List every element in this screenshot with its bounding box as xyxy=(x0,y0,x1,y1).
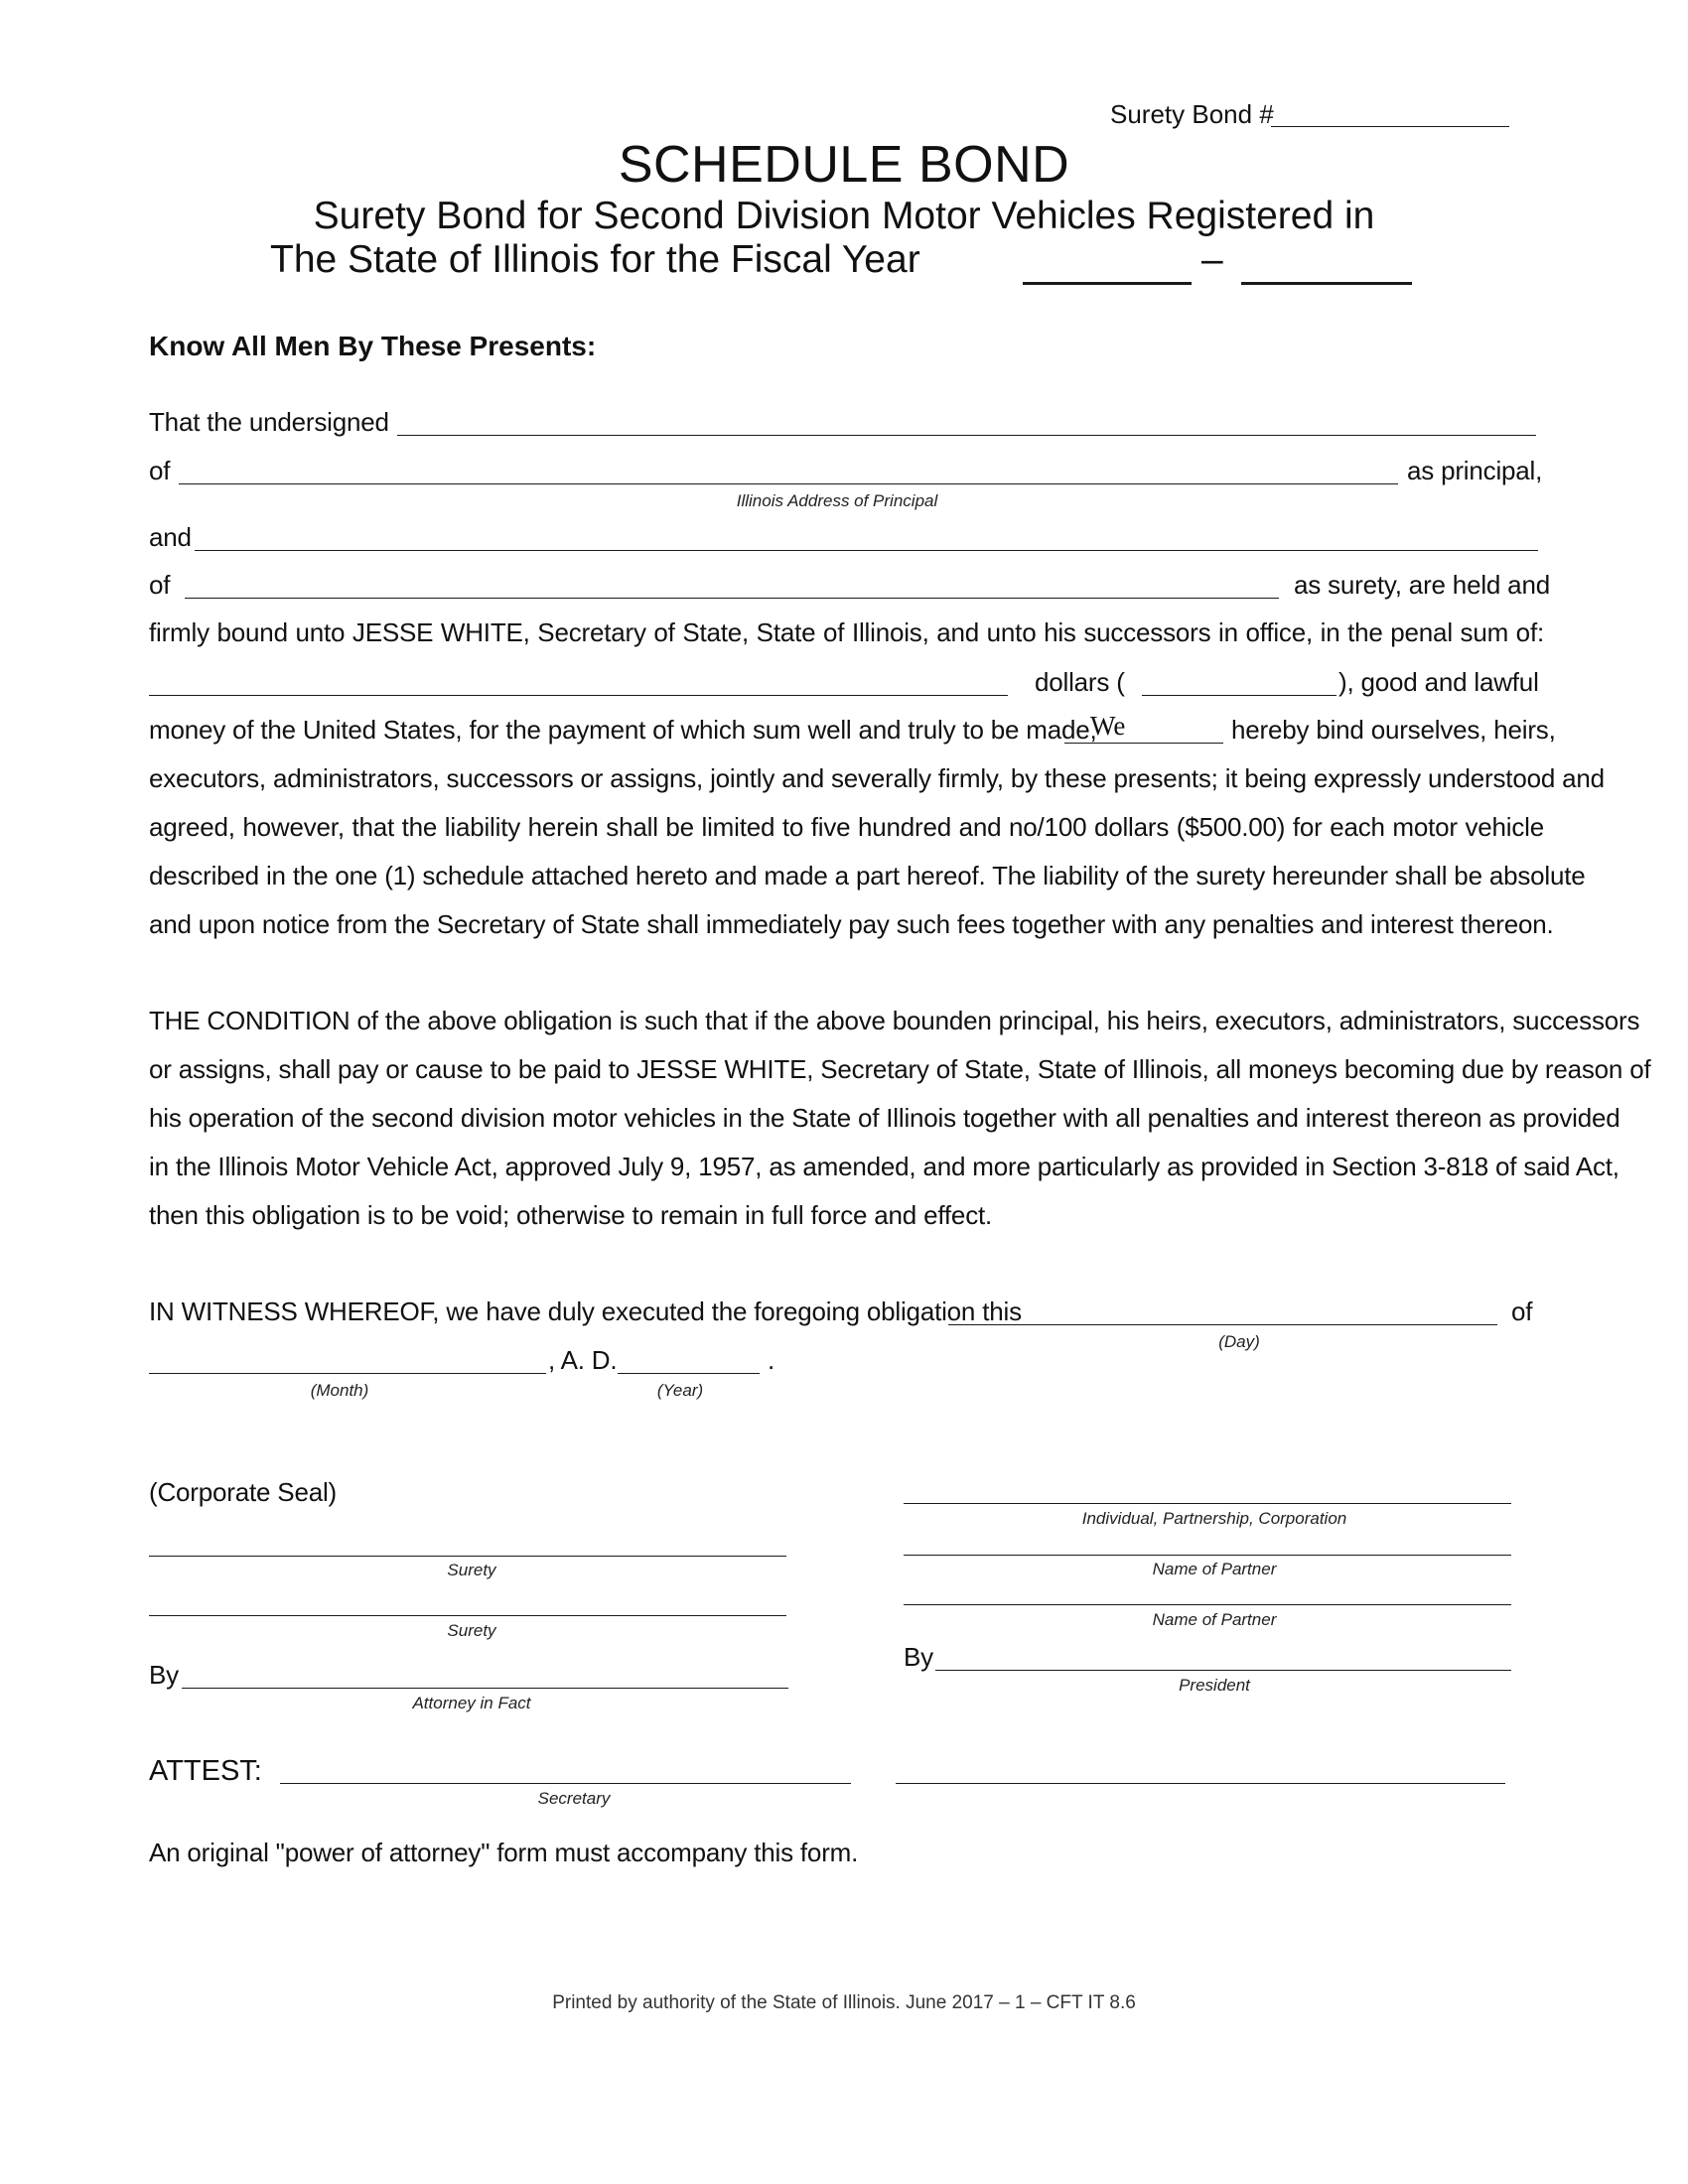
corporate-seal-label: (Corporate Seal) xyxy=(149,1477,337,1507)
partner-name-1-field[interactable] xyxy=(904,1555,1511,1556)
surety-of-label: of xyxy=(149,570,171,600)
footer-text: Printed by authority of the State of Illinois. June 2017 – 1 – CFT IT 8.6 xyxy=(552,1992,1136,2013)
power-of-attorney-notice: An original "power of attorney" form must accompany this form. xyxy=(149,1838,859,1867)
name-of-partner-caption-1: Name of Partner xyxy=(1152,1560,1277,1578)
form-title: SCHEDULE BOND xyxy=(618,136,1070,194)
ad-label: , A. D. xyxy=(548,1345,618,1375)
witness-of-label: of xyxy=(1511,1297,1533,1326)
surety-name-field[interactable] xyxy=(195,550,1538,551)
witness-text: IN WITNESS WHEREOF, we have duly executed the foregoing obligation this xyxy=(149,1297,1022,1326)
year-field[interactable] xyxy=(618,1373,760,1374)
surety-bond-number-label xyxy=(1110,99,1274,130)
bind-party-value: We xyxy=(1090,711,1126,741)
month-caption: (Month) xyxy=(310,1381,369,1400)
attorney-caption: Attorney in Fact xyxy=(412,1694,531,1712)
fiscal-year-start-field[interactable] xyxy=(1023,282,1192,285)
secretary-caption: Secretary xyxy=(537,1789,611,1808)
by-label-right: By xyxy=(904,1642,933,1672)
address-caption: Illinois Address of Principal xyxy=(736,491,938,510)
and-label: and xyxy=(149,522,192,552)
condition-line-3: his operation of the second division motor vehicles in the State of Illinois together with all penalties and interest thereon as provided xyxy=(149,1103,1620,1133)
form-subtitle-line2 xyxy=(270,238,920,282)
partner-name-2-field[interactable] xyxy=(904,1604,1511,1605)
name-of-partner-caption-2: Name of Partner xyxy=(1152,1610,1277,1629)
by-label-left: By xyxy=(149,1660,179,1690)
bond-number-label-text: Surety Bond # xyxy=(1110,99,1274,129)
surety-signature-2-field[interactable] xyxy=(149,1615,786,1616)
as-principal-label: as principal, xyxy=(1407,456,1543,485)
president-signature-field[interactable] xyxy=(935,1670,1511,1671)
money-line-prefix: money of the United States, for the payment of which sum well and truly to be made, xyxy=(149,715,1097,745)
penal-sum-amount-field[interactable] xyxy=(1142,695,1336,696)
penal-sum-words-field[interactable] xyxy=(149,695,1008,696)
as-surety-label: as surety, are held and xyxy=(1294,570,1550,600)
fiscal-year-end-field[interactable] xyxy=(1241,282,1412,285)
surety-caption-1: Surety xyxy=(447,1561,496,1579)
principal-of-label: of xyxy=(149,456,171,485)
condition-line-2: or assigns, shall pay or cause to be paid to JESSE WHITE, Secretary of State, State of Illinois, all moneys becoming due by reason of xyxy=(149,1054,1651,1084)
president-caption: President xyxy=(1179,1676,1250,1695)
liability-line-1: executors, administrators, successors or assigns, jointly and severally firmly, by these presents; it being expressly understood and xyxy=(149,763,1605,793)
surety-signature-1-field[interactable] xyxy=(149,1556,786,1557)
good-lawful-label: ), good and lawful xyxy=(1338,667,1539,697)
undersigned-name-field[interactable] xyxy=(397,435,1536,436)
surety-address-field[interactable] xyxy=(185,598,1279,599)
fiscal-year-dash: – xyxy=(1201,238,1223,281)
year-caption: (Year) xyxy=(656,1381,704,1400)
condition-line-5: then this obligation is to be void; otherwise to remain in full force and effect. xyxy=(149,1200,993,1230)
attorney-in-fact-field[interactable] xyxy=(182,1688,788,1689)
principal-entity-field[interactable] xyxy=(904,1503,1511,1504)
month-field[interactable] xyxy=(149,1373,546,1374)
day-field[interactable] xyxy=(948,1324,1497,1325)
dollars-label: dollars ( xyxy=(1035,667,1125,697)
attest-right-field[interactable] xyxy=(896,1783,1505,1784)
bind-party-field[interactable] xyxy=(1064,743,1223,744)
surety-bond-number-field[interactable] xyxy=(1271,126,1509,127)
surety-caption-2: Surety xyxy=(447,1621,496,1640)
undersigned-label: That the undersigned xyxy=(149,407,389,437)
subtitle-line2-text: The State of Illinois for the Fiscal Year xyxy=(270,238,920,281)
individual-partnership-caption: Individual, Partnership, Corporation xyxy=(1081,1509,1347,1528)
day-caption: (Day) xyxy=(1218,1332,1260,1351)
year-period: . xyxy=(768,1345,775,1375)
liability-line-3: described in the one (1) schedule attached hereto and made a part hereof. The liability of the surety hereunder shall be absolute xyxy=(149,861,1586,890)
principal-address-field[interactable] xyxy=(179,483,1398,484)
form-subtitle-line1: Surety Bond for Second Division Motor Vehicles Registered in xyxy=(313,195,1375,237)
money-line-suffix: hereby bind ourselves, heirs, xyxy=(1231,715,1556,745)
attest-label: ATTEST: xyxy=(149,1755,262,1787)
condition-line-1: THE CONDITION of the above obligation is such that if the above bounden principal, his heirs, executors, administrators, successors xyxy=(149,1006,1640,1035)
condition-line-4: in the Illinois Motor Vehicle Act, approved July 9, 1957, as amended, and more particularly as provided in Section 3-818 of said Act, xyxy=(149,1152,1619,1181)
liability-line-2: agreed, however, that the liability herein shall be limited to five hundred and no/100 dollars ($500.00) for each motor vehicle xyxy=(149,812,1544,842)
firmly-bound-line: firmly bound unto JESSE WHITE, Secretary of State, State of Illinois, and unto his successors in office, in the penal sum of: xyxy=(149,617,1544,647)
secretary-signature-field[interactable] xyxy=(280,1783,851,1784)
section-heading: Know All Men By These Presents: xyxy=(149,331,597,361)
liability-line-4: and upon notice from the Secretary of State shall immediately pay such fees together with any penalties and interest thereon. xyxy=(149,909,1554,939)
